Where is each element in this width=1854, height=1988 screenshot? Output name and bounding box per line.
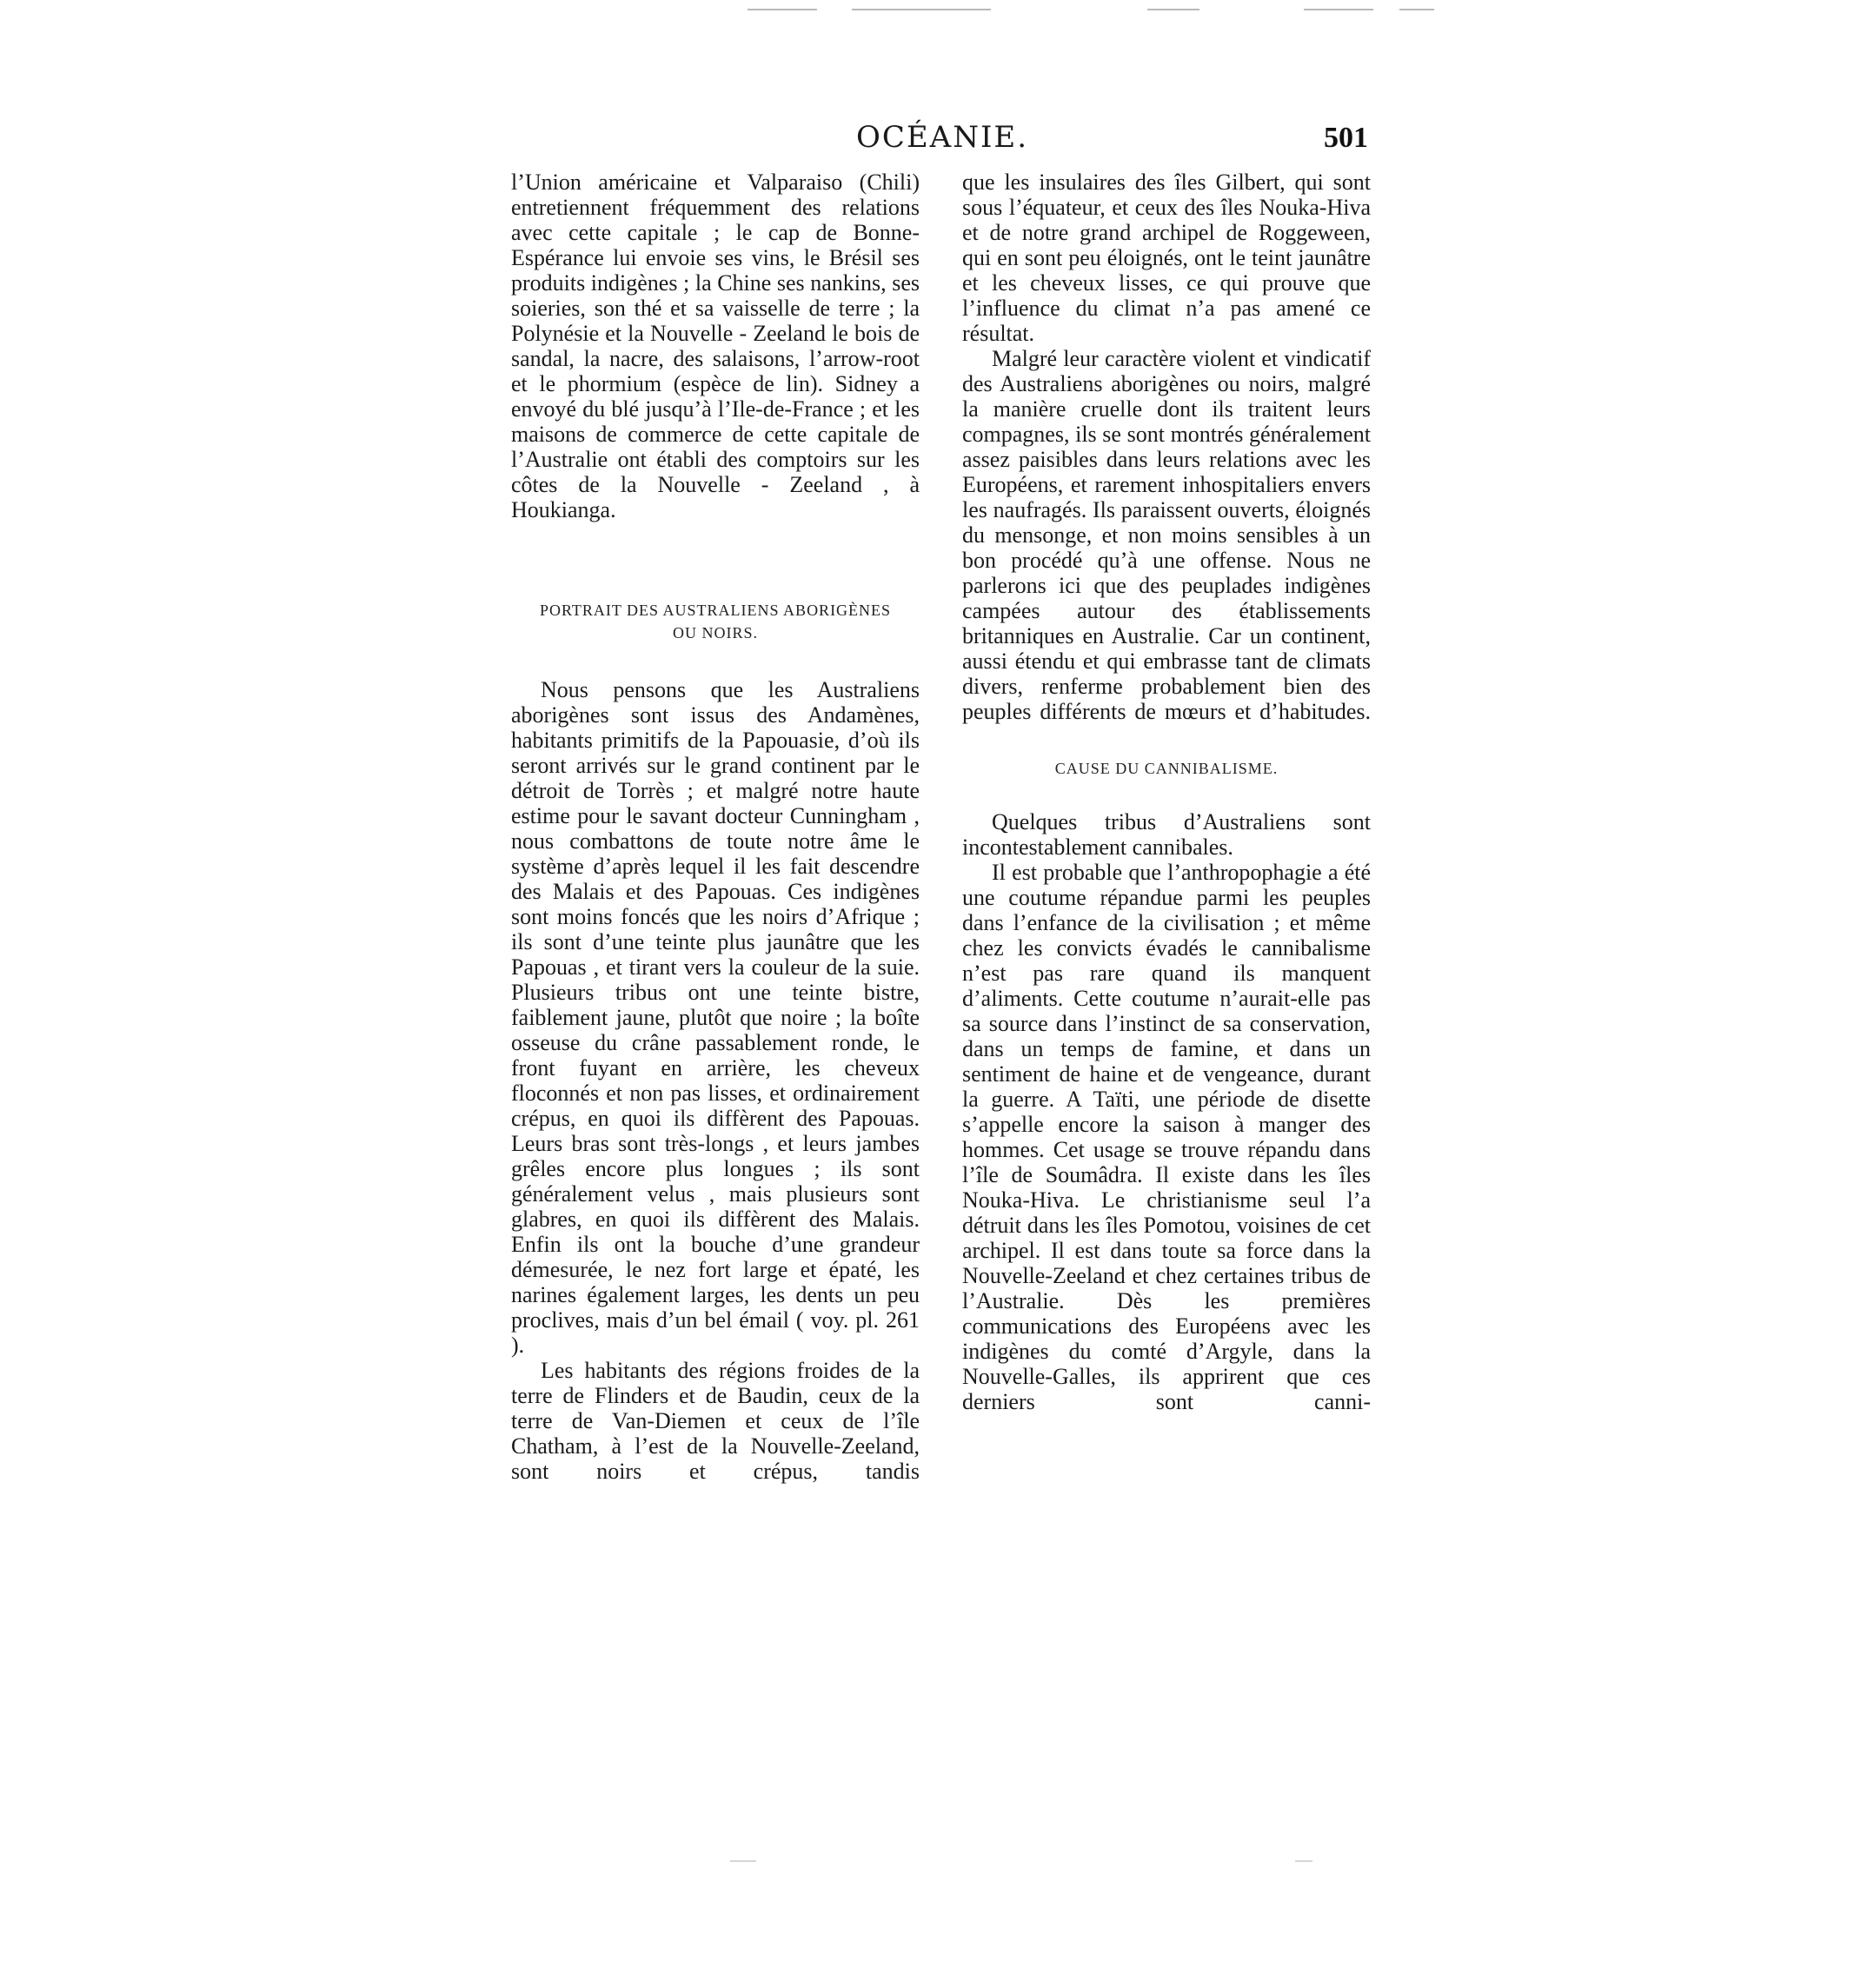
scan-artifact	[852, 9, 991, 10]
left-column	[511, 170, 920, 1484]
section-heading-portrait	[511, 599, 920, 644]
section-heading-line1: PORTRAIT DES AUSTRALIENS ABORIGÈNES	[539, 602, 892, 619]
right-column	[962, 170, 1371, 1414]
paragraph-character: Malgré leur caractère violent et vindicatif des Australiens aborigènes ou noirs, malgré la manière cruelle dont ils traitent leurs compagnes, ils se sont montrés généralement assez paisibles dans leurs relations avec les Européens, et rarement inhospitaliers envers les naufragés. Ils paraissent ouverts, éloignés du mensonge, et non moins sensibles à un bon procédé qu’à une offense. Nous ne parlerons ici que des peuplades indigènes campées autour des établissements britanniques en Australie. Car un continent, aussi étendu et qui embrasse tant de climats divers, renferme probablement bien des peuples différents de mœurs et d’habitudes.	[962, 346, 1371, 724]
scan-artifact	[1399, 9, 1434, 10]
paragraph-anthropophagy: Il est probable que l’anthropophagie a été une coutume répandue parmi les peuples dans l’enfance de la civilisation ; et même chez les convicts évadés le cannibalisme n’est pas rare quand ils manquent d’aliments. Cette coutume n’aurait-elle pas sa source dans l’instinct de sa conservation, dans un temps de famine, et dans un sentiment de haine et de vengeance, durant la guerre. A Taïti, une période de disette s’appelle encore la saison à manger des hommes. Cet usage se trouve répandu dans l’île de Soumâdra. Il existe dans les îles Nouka-Hiva. Le christianisme seul l’a détruit dans les îles Pomotou, voisines de cet archipel. Il est dans toute sa force dans la Nouvelle-Zeeland et chez certaines tribus de l’Australie. Dès les premières communications des Européens avec les indigènes du comté d’Argyle, dans la Nouvelle-Galles, ils apprirent que ces derniers sont canni-	[962, 860, 1371, 1414]
paragraph-trade: l’Union américaine et Valparaiso (Chili) entretiennent fréquemment des relations avec cette capitale ; le cap de Bonne-Espérance lui envoie ses vins, le Brésil ses produits indigènes ; la Chine ses nankins, ses soieries, son thé et sa vaisselle de terre ; la Polynésie et la Nouvelle - Zeeland le bois de sandal, la nacre, des salaisons, l’arrow-root et le phormium (espèce de lin). Sidney a envoyé du blé jusqu’à l’Ile-de-France ; et les maisons de commerce de cette capitale de l’Australie ont établi des comptoirs sur les côtes de la Nouvelle - Zeeland , à Houkianga.	[511, 170, 920, 522]
scan-artifact	[1147, 9, 1199, 10]
scan-artifact	[1295, 1860, 1312, 1862]
section-heading-line2: OU NOIRS.	[672, 624, 758, 642]
section-heading-cannibalism: CAUSE DU CANNIBALISME.	[1054, 760, 1279, 777]
page-header	[511, 115, 1373, 167]
page-number: 501	[1324, 122, 1368, 154]
running-title: OCÉANIE.	[855, 120, 1029, 155]
scan-artifact	[748, 9, 817, 10]
paragraph-islanders: que les insulaires des îles Gilbert, qui sont sous l’équateur, et ceux des îles Nouka-Hiva et de notre grand archipel de Roggeween, qui en sont peu éloignés, ont le teint jaunâtre et les cheveux lisses, ce qui prouve que l’influence du climat n’a pas amené ce résultat.	[962, 170, 1371, 346]
paragraph-regions: Les habitants des régions froides de la terre de Flinders et de Baudin, ceux de la terre de Van-Diemen et ceux de l’île Chatham, à l’est de la Nouvelle-Zeeland, sont noirs et crépus, tandis	[511, 1358, 920, 1484]
paragraph-tribes: Quelques tribus d’Australiens sont incontestablement cannibales.	[962, 809, 1371, 860]
scan-artifact	[730, 1860, 756, 1862]
scan-artifact	[1304, 9, 1373, 10]
paragraph-portrait: Nous pensons que les Australiens aborigènes sont issus des Andamènes, habitants primitifs de la Papouasie, d’où ils seront arrivés sur le grand continent par le détroit de Torrès ; et malgré notre haute estime pour le savant docteur Cunningham , nous combattons de toute notre âme le système d’après lequel il les fait descendre des Malais et des Papouas. Ces indigènes sont moins foncés que les noirs d’Afrique ; ils sont d’une teinte plus jaunâtre que les Papouas , et tirant vers la couleur de la suie. Plusieurs tribus ont une teinte bistre, faiblement jaune, plutôt que noire ; la boîte osseuse du crâne passablement ronde, le front fuyant en arrière, les cheveux floconnés et non pas lisses, et ordinairement crépus, en quoi ils diffèrent des Papouas. Leurs bras sont très-longs , et leurs jambes grêles encore plus longues ; ils sont généralement velus , mais plusieurs sont glabres, en quoi ils diffèrent des Malais. Enfin ils ont la bouche d’une grandeur démesurée, le nez fort large et épaté, les narines également larges, les dents un peu proclives, mais d’un bel émail ( voy. pl. 261 ).	[511, 677, 920, 1358]
